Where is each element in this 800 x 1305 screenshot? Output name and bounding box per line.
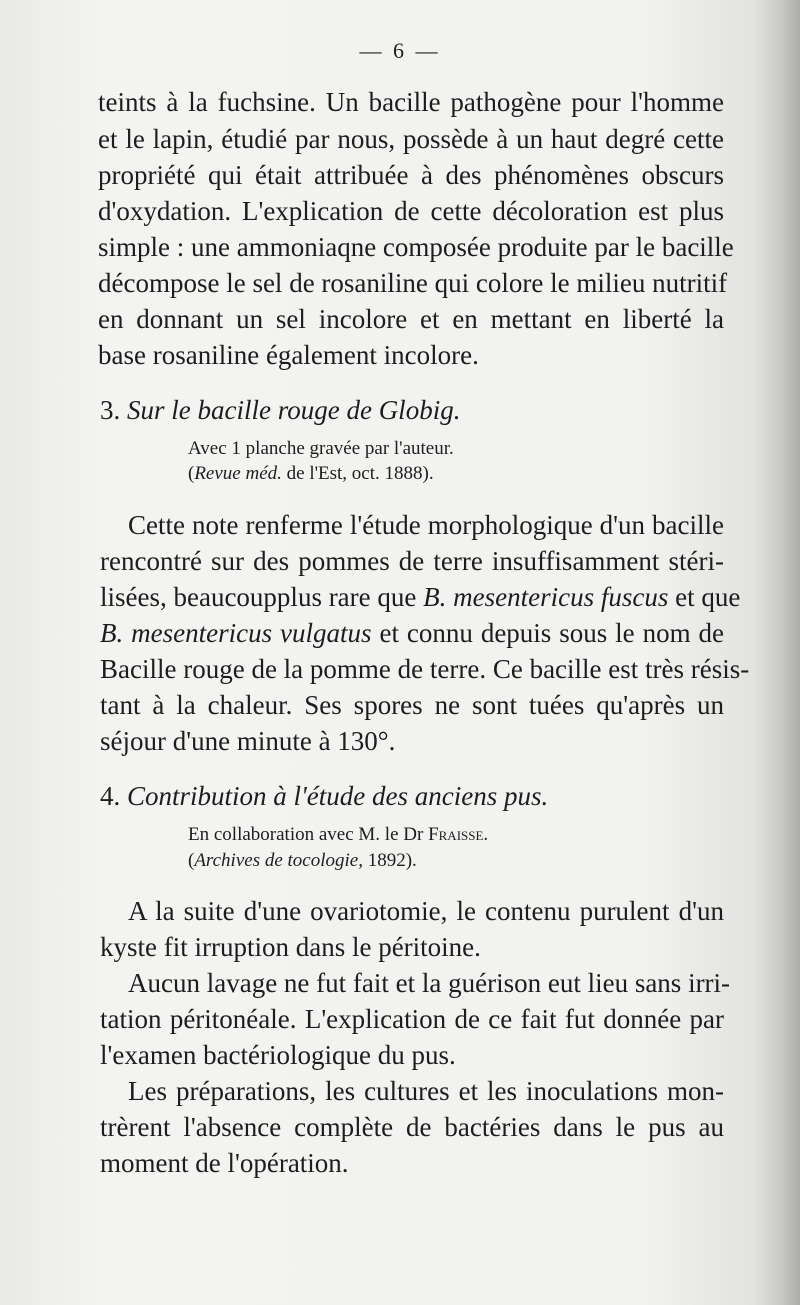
reference-source: (Archives de tocologie, 1892).: [188, 850, 417, 871]
paragraph-line: [100, 582, 741, 612]
section-title: Sur le bacille rouge de Globig.: [127, 395, 461, 425]
section-title: Contribution à l'étude des anciens pus.: [127, 781, 549, 811]
author-name: Fraisse.: [428, 824, 489, 845]
journal-details: de l'Est, oct. 1888).: [286, 463, 434, 484]
reference-source: (Revue méd. de l'Est, oct. 1888).: [188, 463, 434, 484]
collaboration-text: En collaboration avec M. le Dr: [188, 824, 424, 845]
species-name: B. mesentericus vulgatus: [100, 618, 372, 648]
paragraph-line: propriété qui était attribuée à des phénomènes obscurs: [98, 160, 724, 190]
section-number: 4.: [100, 781, 121, 811]
reference-note: [188, 824, 488, 846]
paragraph-line: rencontré sur des pommes de terre insuffisamment stéri-: [100, 546, 724, 576]
section-number: 3.: [100, 395, 121, 425]
paragraph-line: moment de l'opération.: [100, 1148, 349, 1178]
paragraph-line: kyste fit irruption dans le péritoine.: [100, 932, 481, 962]
paragraph-line: tation péritonéale. L'explication de ce fait fut donnée par: [100, 1004, 724, 1034]
text-run: et que: [668, 582, 741, 612]
paragraph-line: trèrent l'absence complète de bactéries dans le pus au: [100, 1112, 724, 1142]
paragraph-line: tant à la chaleur. Ses spores ne sont tuées qu'après un: [100, 690, 724, 720]
paragraph-line: A la suite d'une ovariotomie, le contenu purulent d'un: [128, 896, 724, 926]
paragraph-line: Les préparations, les cultures et les inoculations mon-: [128, 1076, 724, 1106]
species-name: B. mesentericus fuscus: [423, 582, 669, 612]
section-4-heading: [100, 781, 548, 811]
reference-note: Avec 1 planche gravée par l'auteur.: [188, 438, 454, 459]
paragraph-line: en donnant un sel incolore et en mettant en liberté la: [98, 304, 724, 334]
text-run: lisées, beaucoupplus rare que: [100, 582, 424, 612]
journal-name: Revue méd.: [194, 463, 282, 484]
paragraph-line: base rosaniline également incolore.: [98, 340, 479, 370]
paragraph-line: l'examen bactériologique du pus.: [100, 1040, 456, 1070]
paragraph-line: [100, 618, 724, 648]
paragraph-line: d'oxydation. L'explication de cette décoloration est plus: [98, 196, 724, 226]
paragraph-line: et le lapin, étudié par nous, possède à un haut degré cette: [98, 124, 724, 154]
paragraph-line: séjour d'une minute à 130°.: [100, 726, 396, 756]
text-run: et connu depuis sous le nom de: [371, 618, 724, 648]
paragraph-line: teints à la fuchsine. Un bacille pathogène pour l'homme: [98, 87, 724, 117]
section-3-heading: [100, 395, 460, 425]
page-number: — 6 —: [359, 38, 441, 63]
journal-details: 1892).: [367, 850, 417, 871]
paragraph-line: décompose le sel de rosaniline qui colore le milieu nutritif: [98, 268, 728, 298]
paragraph-line: Aucun lavage ne fut fait et la guérison eut lieu sans irri-: [128, 968, 731, 998]
paragraph-line: Bacille rouge de la pomme de terre. Ce bacille est très résis-: [100, 654, 750, 684]
paragraph-line: Cette note renferme l'étude morphologique d'un bacille: [128, 510, 724, 540]
paragraph-line: simple : une ammoniaqne composée produite par le bacille: [98, 232, 734, 262]
journal-name: Archives de tocologie,: [194, 850, 363, 871]
